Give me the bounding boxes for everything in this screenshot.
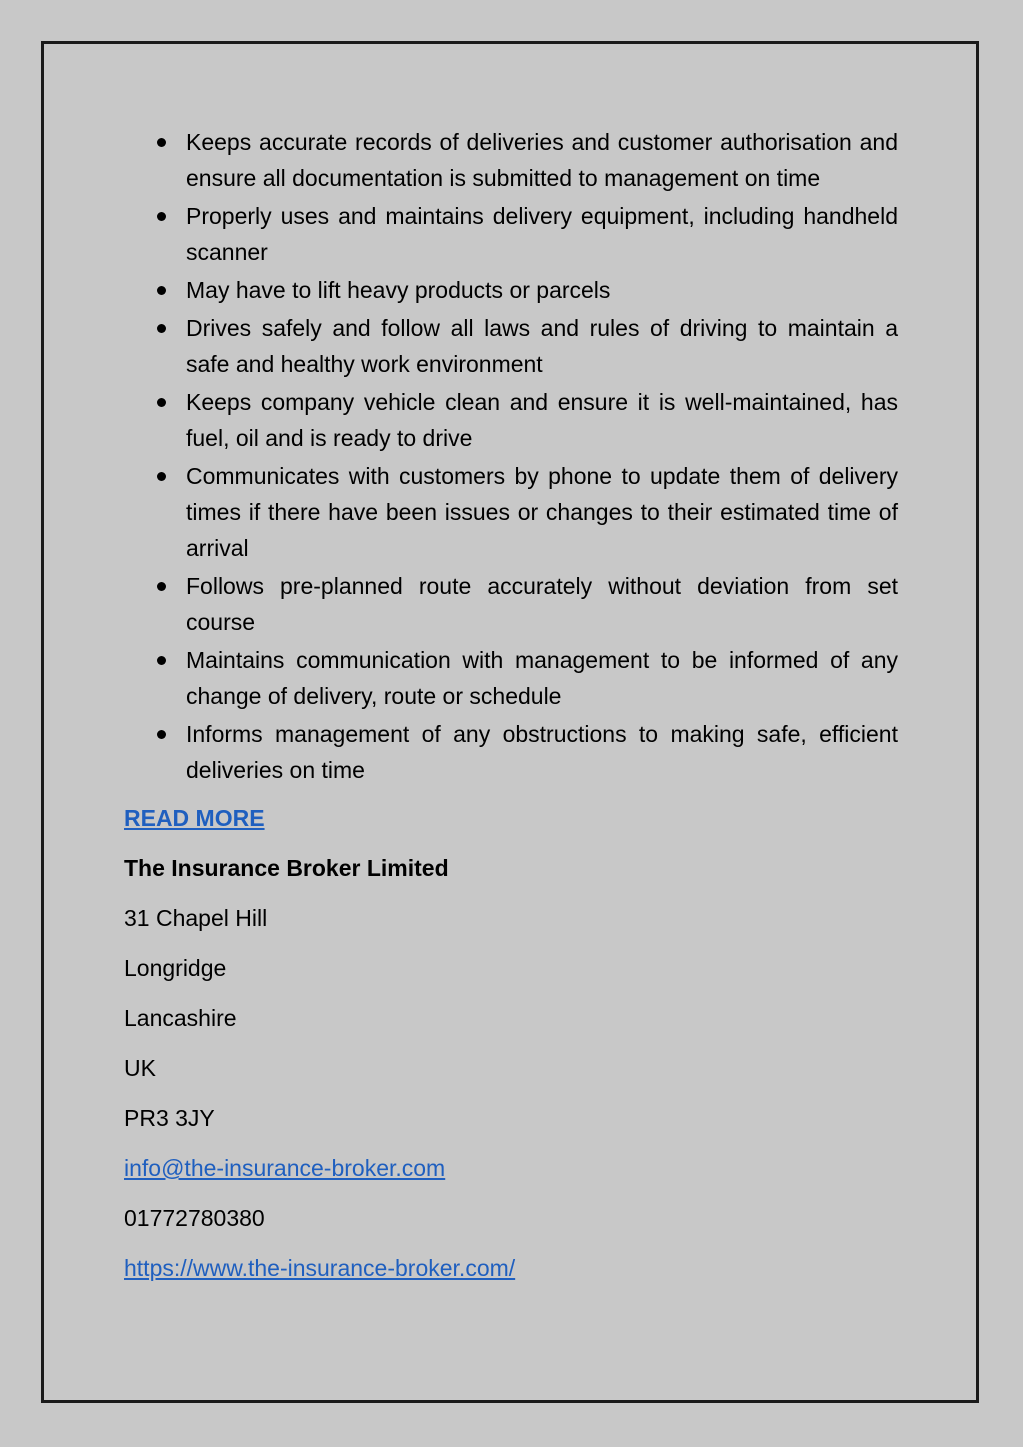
list-item xyxy=(124,642,898,714)
list-item xyxy=(124,384,898,456)
list-item xyxy=(124,198,898,270)
list-item-text: Properly uses and maintains delivery equipment, including handheld scanner xyxy=(186,203,898,265)
bullet-icon xyxy=(157,730,166,739)
list-item-text: Informs management of any obstructions to making safe, efficient deliveries on time xyxy=(186,721,898,783)
read-more-link[interactable]: READ MORE xyxy=(124,805,265,831)
list-item-text: May have to lift heavy products or parcels xyxy=(186,277,611,303)
bullet-icon xyxy=(157,212,166,221)
address-country: UK xyxy=(124,1055,156,1081)
address-street: 31 Chapel Hill xyxy=(124,905,268,931)
list-item-text: Follows pre-planned route accurately without deviation from set course xyxy=(186,573,898,635)
website-line xyxy=(124,1250,898,1286)
duties-list xyxy=(124,124,898,788)
email-line xyxy=(124,1150,898,1186)
bullet-icon xyxy=(157,286,166,295)
list-item-text: Communicates with customers by phone to update them of delivery times if there have been issues or changes to their estimated time of arrival xyxy=(186,463,898,561)
website-link[interactable]: https://www.the-insurance-broker.com/ xyxy=(124,1255,516,1281)
list-item-text: Keeps company vehicle clean and ensure it is well-maintained, has fuel, oil and is ready to drive xyxy=(186,389,898,451)
company-name: The Insurance Broker Limited xyxy=(124,855,449,881)
list-item xyxy=(124,272,898,308)
bullet-icon xyxy=(157,582,166,591)
bullet-icon xyxy=(157,656,166,665)
list-item-text: Keeps accurate records of deliveries and customer authorisation and ensure all documentation is submitted to management on time xyxy=(186,129,898,191)
bullet-icon xyxy=(157,472,166,481)
list-item xyxy=(124,458,898,566)
address-county: Lancashire xyxy=(124,1005,237,1031)
bullet-icon xyxy=(157,138,166,147)
list-item xyxy=(124,310,898,382)
address-town: Longridge xyxy=(124,955,227,981)
list-item xyxy=(124,124,898,196)
list-item xyxy=(124,568,898,640)
list-item-text: Maintains communication with management to be informed of any change of delivery, route or schedule xyxy=(186,647,898,709)
bullet-icon xyxy=(157,398,166,407)
phone-number: 01772780380 xyxy=(124,1205,265,1231)
document-content xyxy=(124,124,898,1286)
list-item xyxy=(124,716,898,788)
address-postcode: PR3 3JY xyxy=(124,1105,215,1131)
list-item-text: Drives safely and follow all laws and rules of driving to maintain a safe and healthy work environment xyxy=(186,315,898,377)
bullet-icon xyxy=(157,324,166,333)
email-link[interactable]: info@the-insurance-broker.com xyxy=(124,1155,446,1181)
